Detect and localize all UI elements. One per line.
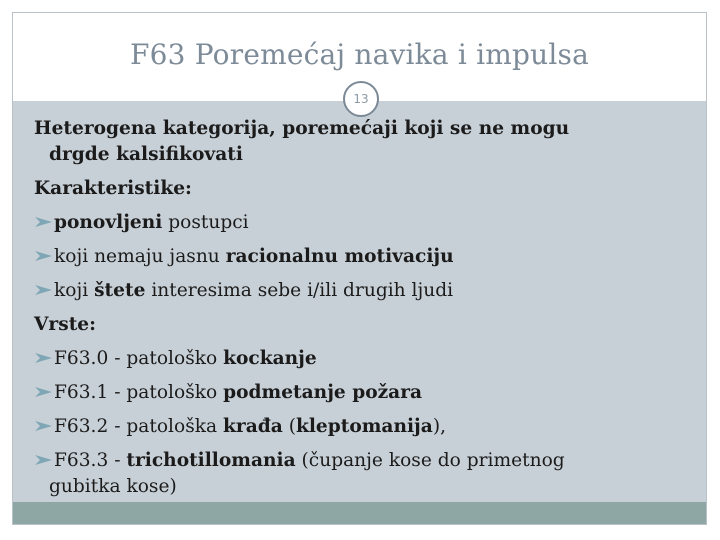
bullet-arrow-icon — [34, 250, 53, 262]
list-item-continued: gubitka kose) — [49, 476, 177, 497]
list-item: koji štete interesima sebe i/ili drugih ljudi — [34, 274, 694, 308]
bullet-arrow-icon — [34, 284, 53, 296]
characteristics-heading: Karakteristike: — [34, 178, 192, 199]
bullet-arrow-icon — [34, 454, 53, 466]
bullet-arrow-icon — [34, 216, 53, 228]
list-item: F63.1 - patološko podmetanje požara — [34, 376, 694, 410]
list-item: koji nemaju jasnu racionalnu motivaciju — [34, 240, 694, 274]
list-item: F63.2 - patološka krađa (kleptomanija), — [34, 410, 694, 444]
slide-body — [34, 112, 694, 504]
types-heading: Vrste: — [34, 314, 96, 335]
list-item: F63.3 - trichotillomania (čupanje kose do primetnog — [34, 444, 694, 478]
slide-title: F63 Poremećaj navika i impulsa — [130, 38, 589, 71]
intro-line: Heterogena kategorija, poremećaji koji se ne mogu — [34, 118, 570, 139]
list-item: F63.0 - patološko kockanje — [34, 342, 694, 376]
slide-number-badge: 13 — [343, 81, 379, 117]
bullet-arrow-icon — [34, 352, 53, 364]
bullet-arrow-icon — [34, 386, 53, 398]
footer-bar — [13, 502, 706, 524]
bullet-arrow-icon — [34, 420, 53, 432]
intro-line-continued: drgde kalsifikovati — [49, 144, 243, 165]
list-item: ponovljeni postupci — [34, 206, 694, 240]
